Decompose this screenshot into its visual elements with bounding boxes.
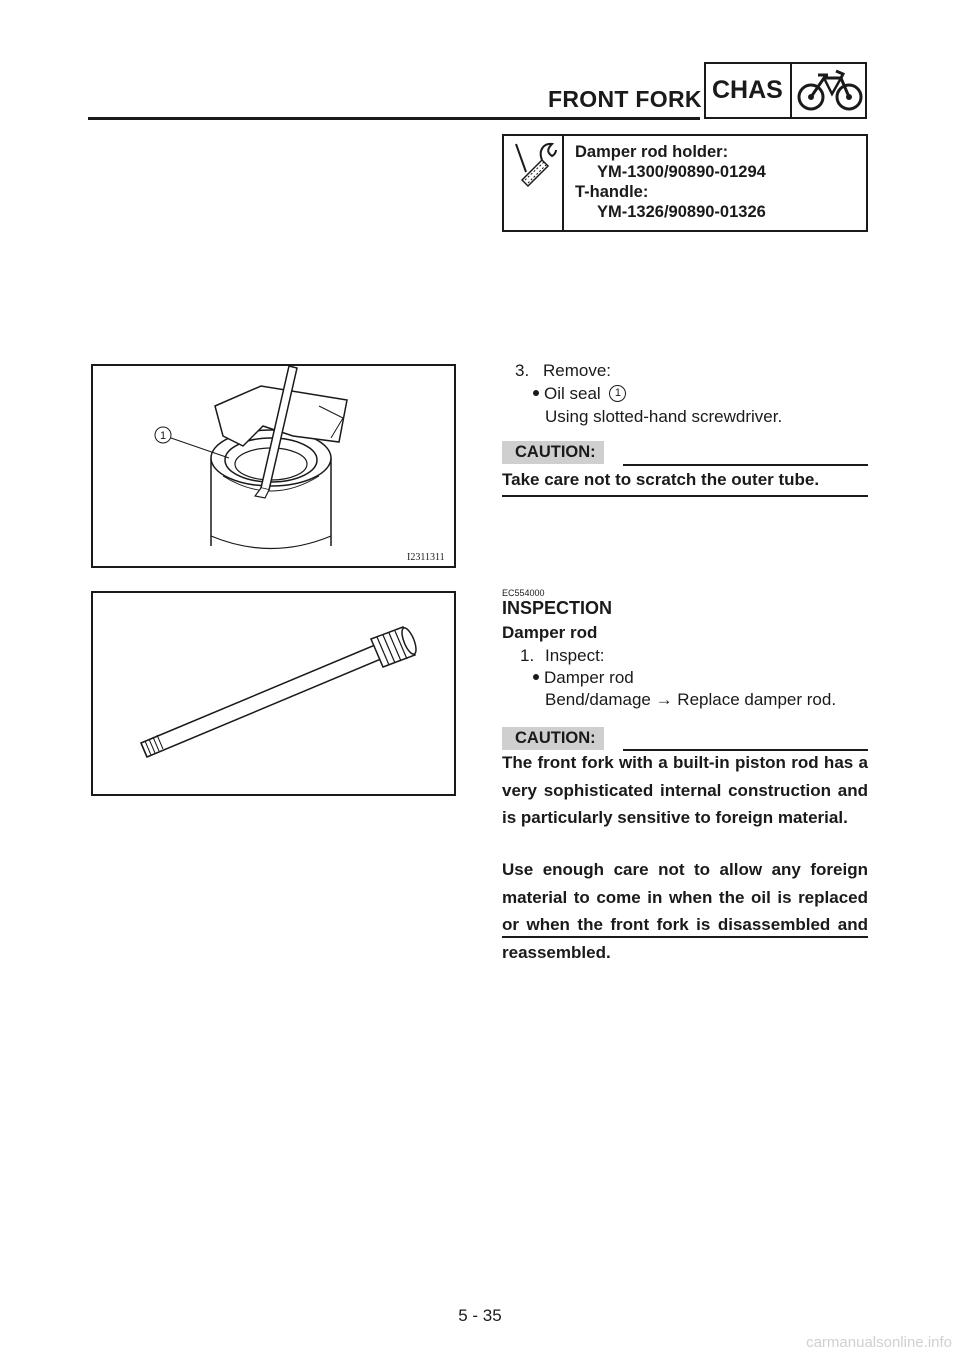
- subheading: Damper rod: [502, 623, 598, 642]
- tool-part-number-damper-rod-holder: YM-1300/90890-01294: [597, 163, 766, 181]
- oil-seal-removal-illustration: [93, 366, 454, 566]
- step-action: Remove:: [543, 361, 612, 380]
- caution-end-rule: [502, 495, 868, 497]
- section-heading: INSPECTION: [502, 598, 613, 618]
- oil-seal-removal-figure: [91, 364, 456, 568]
- step-item: [533, 383, 626, 405]
- section-code-ec: EC554000: [502, 588, 545, 598]
- special-tool-icon: [508, 140, 558, 196]
- caution2-end-rule: [502, 936, 868, 938]
- step-number: 3.: [515, 361, 530, 380]
- tools-box-divider: [562, 134, 564, 232]
- caution-label-text: CAUTION:: [502, 441, 604, 464]
- inspect-step-action: Inspect:: [545, 646, 605, 665]
- page-title: FRONT FORK: [548, 86, 702, 112]
- step-item-label: Oil seal: [544, 384, 601, 403]
- section-code: CHAS: [712, 76, 783, 104]
- tool-name-damper-rod-holder: Damper rod holder:: [575, 143, 729, 161]
- header-rule: [88, 117, 700, 120]
- bullet-icon: [533, 390, 539, 396]
- caution2-label-text: CAUTION:: [502, 727, 604, 750]
- figure-callout: 1: [159, 430, 167, 442]
- badge-divider: [790, 62, 792, 119]
- tool-part-number-t-handle: YM-1326/90890-01326: [597, 203, 766, 221]
- caution-rule: [623, 464, 868, 466]
- inspect-item-label: Damper rod: [544, 668, 634, 687]
- damper-rod-illustration: [93, 593, 454, 794]
- inspect-condition: Bend/damage → Replace damper rod.: [545, 690, 837, 709]
- bullet-icon: [533, 674, 539, 680]
- page-number: 5 - 35: [458, 1306, 502, 1325]
- inspect-item: [533, 667, 634, 689]
- caution2-label: [502, 729, 604, 748]
- tool-name-t-handle: T-handle:: [575, 183, 649, 201]
- step-note: Using slotted-hand screwdriver.: [545, 407, 783, 426]
- watermark: carmanualsonline.info: [806, 1334, 952, 1351]
- reference-number: 1: [609, 385, 626, 402]
- damper-rod-figure: [91, 591, 456, 796]
- caution-text: Take care not to scratch the outer tube.: [502, 470, 820, 489]
- figure-code: I2311311: [407, 552, 445, 563]
- motorcycle-icon: [796, 66, 864, 114]
- caution2-paragraph-2: Use enough care not to allow any foreign material to come in when the oil is replaced or when the front fork is disassembled and reassembled.: [502, 860, 868, 962]
- inspect-step-number: 1.: [520, 646, 535, 665]
- caution-label: [502, 443, 604, 462]
- caution2-paragraph-1: The front fork with a built-in piston rod has a very sophisticated internal construction and is particularly sensitive to foreign material.: [502, 753, 868, 827]
